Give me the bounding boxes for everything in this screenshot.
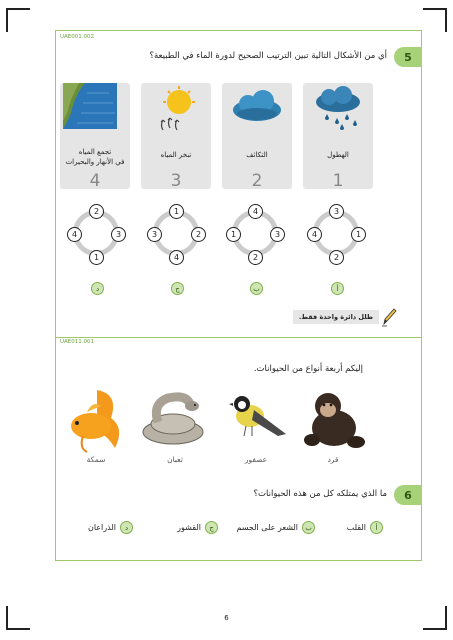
card-condensation bbox=[222, 83, 292, 189]
rain-cloud-icon bbox=[311, 86, 365, 132]
cycle-node: 1 bbox=[351, 227, 366, 242]
animal-name: ثعبان bbox=[167, 455, 183, 464]
question-6-code: UAE011.001 bbox=[60, 339, 95, 345]
page-number: 6 bbox=[224, 614, 229, 622]
answer-option-b[interactable] bbox=[236, 521, 315, 534]
cycle-node: 4 bbox=[67, 227, 82, 242]
cycle-node: 3 bbox=[270, 227, 285, 242]
card-number: 1 bbox=[332, 171, 344, 191]
answer-text: الذراعان bbox=[87, 523, 116, 532]
cycle-node: 4 bbox=[307, 227, 322, 242]
answer-bubble-c[interactable]: ج bbox=[171, 282, 184, 295]
card-label bbox=[60, 147, 130, 167]
goldfish-icon bbox=[65, 388, 127, 456]
sun-evaporation-icon bbox=[149, 86, 203, 132]
answer-text: الشعر على الجسم bbox=[236, 523, 298, 532]
card-label: الهطول bbox=[327, 151, 349, 159]
answer-bubble-d[interactable]: د bbox=[91, 282, 104, 295]
hint-text: ظلل دائرة واحدة فقط. bbox=[293, 310, 379, 324]
cloud-icon bbox=[230, 86, 284, 132]
crop-mark-top-right bbox=[423, 8, 447, 32]
animal-name: سمكة bbox=[86, 455, 106, 464]
answer-bubble-d[interactable]: د bbox=[120, 521, 133, 534]
card-collection bbox=[60, 83, 130, 189]
card-evaporation bbox=[141, 83, 211, 189]
answer-bubble-a[interactable]: أ bbox=[331, 282, 344, 295]
cycle-node: 1 bbox=[89, 250, 104, 265]
animal-name: عصفور bbox=[244, 455, 268, 464]
answer-option-a[interactable] bbox=[347, 521, 383, 534]
instruction-hint bbox=[293, 307, 397, 327]
answer-text: القشور bbox=[177, 523, 201, 532]
cycle-node: 4 bbox=[248, 204, 263, 219]
card-label: تبخر المياه bbox=[160, 151, 192, 159]
card-number: 4 bbox=[89, 171, 101, 191]
question-5-text: أي من الأشكال التالية تبين الترتيب الصحيح لدورة الماء في الطبيعة؟ bbox=[149, 51, 387, 61]
answer-bubble-c[interactable]: ج bbox=[205, 521, 218, 534]
question-6-number-badge: 6 bbox=[394, 485, 422, 505]
card-number: 2 bbox=[251, 171, 263, 191]
cycle-option-b bbox=[224, 199, 288, 267]
answer-option-c[interactable] bbox=[177, 521, 218, 534]
water-body-icon bbox=[63, 83, 117, 129]
card-label-line-1: تجمع المياه bbox=[78, 148, 112, 156]
cycle-node: 1 bbox=[169, 204, 184, 219]
question-5-number-badge: 5 bbox=[394, 47, 422, 67]
answer-bubble-a[interactable]: أ bbox=[370, 521, 383, 534]
cycle-node: 1 bbox=[226, 227, 241, 242]
answer-option-d[interactable] bbox=[88, 521, 133, 534]
cycle-option-c bbox=[145, 199, 209, 267]
pencil-icon bbox=[381, 307, 397, 327]
card-number: 3 bbox=[170, 171, 182, 191]
cycle-node: 3 bbox=[147, 227, 162, 242]
monkey-icon bbox=[298, 388, 368, 450]
card-label-line-2: في الأنهار والبحيرات bbox=[65, 158, 125, 166]
card-label: التكاثف bbox=[246, 151, 268, 159]
answer-bubble-b[interactable]: ب bbox=[302, 521, 315, 534]
answer-bubble-b[interactable]: ب bbox=[250, 282, 263, 295]
cycle-node: 2 bbox=[329, 250, 344, 265]
cycle-node: 2 bbox=[89, 204, 104, 219]
cycle-option-a bbox=[305, 199, 369, 267]
cycle-node: 2 bbox=[191, 227, 206, 242]
question-6-intro: إليكم أربعة أنواع من الحيوانات. bbox=[253, 364, 363, 374]
question-6-text: ما الذي يمتلكه كل من هذه الحيوانات؟ bbox=[253, 489, 387, 499]
card-precipitation bbox=[303, 83, 373, 189]
crop-mark-top-left bbox=[6, 8, 30, 32]
cycle-node: 2 bbox=[248, 250, 263, 265]
cycle-node: 3 bbox=[111, 227, 126, 242]
cycle-node: 3 bbox=[329, 204, 344, 219]
animal-name: قرد bbox=[327, 455, 339, 464]
bird-icon bbox=[228, 388, 290, 443]
snake-icon bbox=[138, 388, 208, 448]
cycle-option-d bbox=[65, 199, 129, 267]
cycle-node: 4 bbox=[169, 250, 184, 265]
answer-text: القلب bbox=[346, 523, 366, 532]
question-5-code: UAE001.002 bbox=[60, 34, 95, 40]
